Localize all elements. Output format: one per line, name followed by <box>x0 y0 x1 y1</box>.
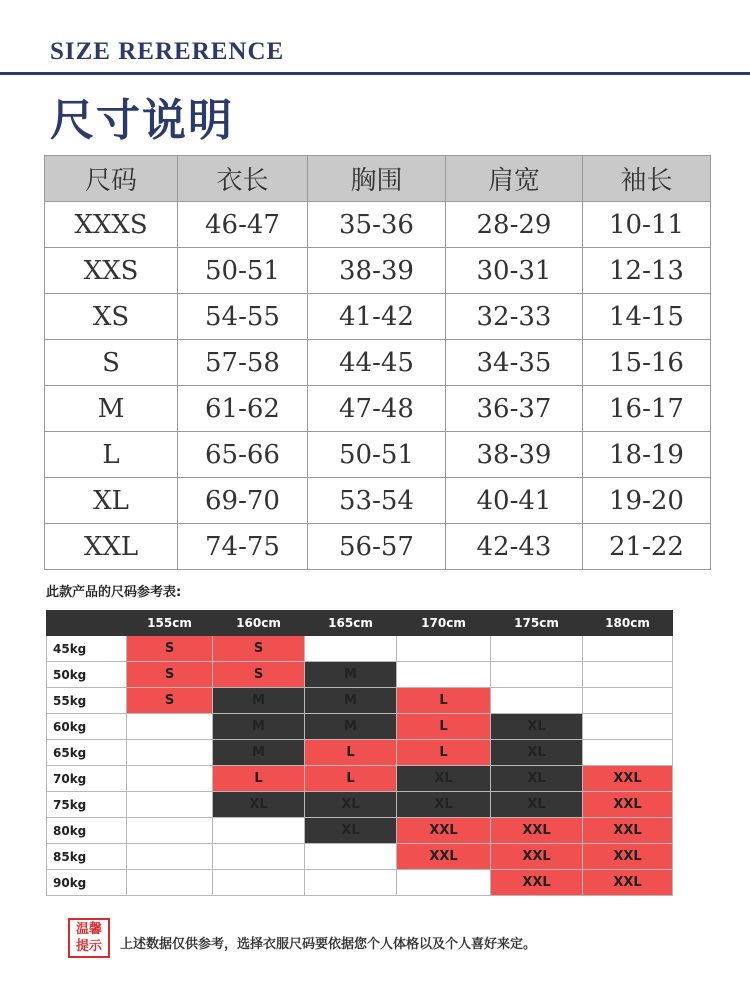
weight-label: 75kg <box>47 792 127 818</box>
reference-row <box>47 870 673 896</box>
reference-cell: XXL <box>491 844 583 870</box>
reference-row <box>47 766 673 792</box>
size-chart-header-row <box>45 156 711 202</box>
reference-cell <box>127 740 213 766</box>
size-chart-cell: 10-11 <box>583 202 711 248</box>
reference-cell <box>127 792 213 818</box>
reference-cell: S <box>213 636 305 662</box>
header-shoulder: 肩宽 <box>446 156 583 202</box>
size-chart-cell: 40-41 <box>446 478 583 524</box>
size-chart-row <box>45 294 711 340</box>
height-header: 170cm <box>397 611 491 636</box>
size-chart-cell: 16-17 <box>583 386 711 432</box>
weight-label: 55kg <box>47 688 127 714</box>
height-header: 155cm <box>127 611 213 636</box>
reference-cell: S <box>127 662 213 688</box>
reference-cell <box>213 818 305 844</box>
size-chart-cell: M <box>45 386 178 432</box>
size-chart-cell: 35-36 <box>308 202 446 248</box>
size-chart-cell: 54-55 <box>178 294 308 340</box>
size-chart-cell: 32-33 <box>446 294 583 340</box>
reference-cell <box>305 636 397 662</box>
size-chart-cell: 14-15 <box>583 294 711 340</box>
reference-cell: XL <box>491 766 583 792</box>
reference-cell <box>491 688 583 714</box>
size-chart-cell: 21-22 <box>583 524 711 570</box>
reference-cell <box>127 870 213 896</box>
weight-label: 45kg <box>47 636 127 662</box>
reference-cell: XL <box>305 792 397 818</box>
reference-row <box>47 844 673 870</box>
reference-cell: M <box>213 740 305 766</box>
size-chart-cell: 47-48 <box>308 386 446 432</box>
size-chart-cell: 12-13 <box>583 248 711 294</box>
reference-cell: L <box>305 740 397 766</box>
reference-row <box>47 818 673 844</box>
size-chart-row <box>45 340 711 386</box>
reference-row <box>47 714 673 740</box>
weight-label: 60kg <box>47 714 127 740</box>
tip-badge-line2: 提示 <box>75 939 102 954</box>
size-chart-cell: 69-70 <box>178 478 308 524</box>
size-chart-cell: 36-37 <box>446 386 583 432</box>
size-chart-cell: S <box>45 340 178 386</box>
size-chart-table <box>44 155 711 570</box>
size-chart-cell: L <box>45 432 178 478</box>
size-chart-cell: 38-39 <box>446 432 583 478</box>
size-chart-cell: XL <box>45 478 178 524</box>
reference-cell: S <box>213 662 305 688</box>
size-chart-cell: 28-29 <box>446 202 583 248</box>
size-chart-cell: 30-31 <box>446 248 583 294</box>
reference-cell: XL <box>305 818 397 844</box>
header-size: 尺码 <box>45 156 178 202</box>
size-chart-cell: 34-35 <box>446 340 583 386</box>
reference-cell <box>213 870 305 896</box>
size-chart-row <box>45 478 711 524</box>
size-chart-cell: 65-66 <box>178 432 308 478</box>
reference-cell <box>583 662 673 688</box>
reference-cell: XXL <box>583 766 673 792</box>
size-chart-cell: 57-58 <box>178 340 308 386</box>
height-header: 175cm <box>491 611 583 636</box>
header-sleeve: 袖长 <box>583 156 711 202</box>
reference-cell: L <box>397 714 491 740</box>
page-title-en: SIZE RERERENCE <box>50 38 285 65</box>
size-chart-cell: 46-47 <box>178 202 308 248</box>
size-reference-table <box>46 610 673 896</box>
reference-cell: XL <box>491 740 583 766</box>
reference-row <box>47 740 673 766</box>
reference-header-row <box>47 611 673 636</box>
weight-label: 70kg <box>47 766 127 792</box>
reference-row <box>47 792 673 818</box>
height-header: 165cm <box>305 611 397 636</box>
size-chart-cell: 41-42 <box>308 294 446 340</box>
reference-cell <box>127 818 213 844</box>
size-chart-row <box>45 248 711 294</box>
size-chart-row <box>45 202 711 248</box>
reference-cell: M <box>305 662 397 688</box>
size-chart-cell: 19-20 <box>583 478 711 524</box>
reference-cell <box>583 714 673 740</box>
reference-cell <box>397 662 491 688</box>
size-chart-cell: XS <box>45 294 178 340</box>
reference-cell: XL <box>213 792 305 818</box>
reference-cell: XXL <box>397 844 491 870</box>
reference-cell: L <box>213 766 305 792</box>
reference-cell <box>397 636 491 662</box>
reference-cell: XXL <box>491 818 583 844</box>
reference-cell: XL <box>491 714 583 740</box>
size-chart-cell: 50-51 <box>308 432 446 478</box>
size-chart-cell: 18-19 <box>583 432 711 478</box>
reference-cell: S <box>127 636 213 662</box>
reference-cell <box>127 714 213 740</box>
page-title-cn: 尺寸说明 <box>50 95 234 146</box>
reference-cell: M <box>213 688 305 714</box>
reference-cell: XXL <box>397 818 491 844</box>
height-header: 180cm <box>583 611 673 636</box>
reference-cell <box>583 740 673 766</box>
size-chart-cell: 53-54 <box>308 478 446 524</box>
reference-cell <box>583 688 673 714</box>
size-chart-cell: 44-45 <box>308 340 446 386</box>
weight-label: 90kg <box>47 870 127 896</box>
reference-cell: M <box>305 688 397 714</box>
reference-cell: XXL <box>491 870 583 896</box>
reference-cell: M <box>305 714 397 740</box>
size-chart-cell: 74-75 <box>178 524 308 570</box>
reference-cell <box>305 870 397 896</box>
reference-cell: XL <box>491 792 583 818</box>
reference-title: 此款产品的尺码参考表: <box>46 585 182 600</box>
weight-label: 65kg <box>47 740 127 766</box>
reference-cell: XXL <box>583 792 673 818</box>
size-chart-cell: XXXS <box>45 202 178 248</box>
reference-cell <box>583 636 673 662</box>
weight-label: 50kg <box>47 662 127 688</box>
weight-label: 80kg <box>47 818 127 844</box>
reference-cell: XL <box>397 766 491 792</box>
header-length: 衣长 <box>178 156 308 202</box>
size-chart-row <box>45 386 711 432</box>
size-chart-cell: 56-57 <box>308 524 446 570</box>
header-divider <box>0 72 750 75</box>
size-chart-row <box>45 524 711 570</box>
size-chart-cell: 61-62 <box>178 386 308 432</box>
reference-cell: S <box>127 688 213 714</box>
reference-corner-cell <box>47 611 127 636</box>
reference-cell: L <box>397 740 491 766</box>
size-chart-row <box>45 432 711 478</box>
size-chart-cell: XXL <box>45 524 178 570</box>
size-chart-cell: 38-39 <box>308 248 446 294</box>
height-header: 160cm <box>213 611 305 636</box>
header-chest: 胸围 <box>308 156 446 202</box>
reference-cell <box>127 844 213 870</box>
reference-cell: L <box>305 766 397 792</box>
size-chart-cell: 42-43 <box>446 524 583 570</box>
reference-row <box>47 636 673 662</box>
reference-cell: M <box>213 714 305 740</box>
size-chart-cell: 50-51 <box>178 248 308 294</box>
tip-badge <box>68 918 110 958</box>
reference-cell <box>127 766 213 792</box>
reference-cell <box>305 844 397 870</box>
reference-cell: XXL <box>583 818 673 844</box>
reference-cell: L <box>397 688 491 714</box>
size-chart-cell: 15-16 <box>583 340 711 386</box>
reference-cell: XXL <box>583 844 673 870</box>
reference-cell: XL <box>397 792 491 818</box>
reference-row <box>47 662 673 688</box>
reference-cell: XXL <box>583 870 673 896</box>
reference-cell <box>491 636 583 662</box>
tip-badge-line1: 温馨 <box>75 922 102 937</box>
reference-row <box>47 688 673 714</box>
tip-text: 上述数据仅供参考，选择衣服尺码要依据您个人体格以及个人喜好来定。 <box>120 937 537 952</box>
weight-label: 85kg <box>47 844 127 870</box>
reference-cell <box>213 844 305 870</box>
reference-cell <box>397 870 491 896</box>
size-chart-cell: XXS <box>45 248 178 294</box>
reference-cell <box>491 662 583 688</box>
